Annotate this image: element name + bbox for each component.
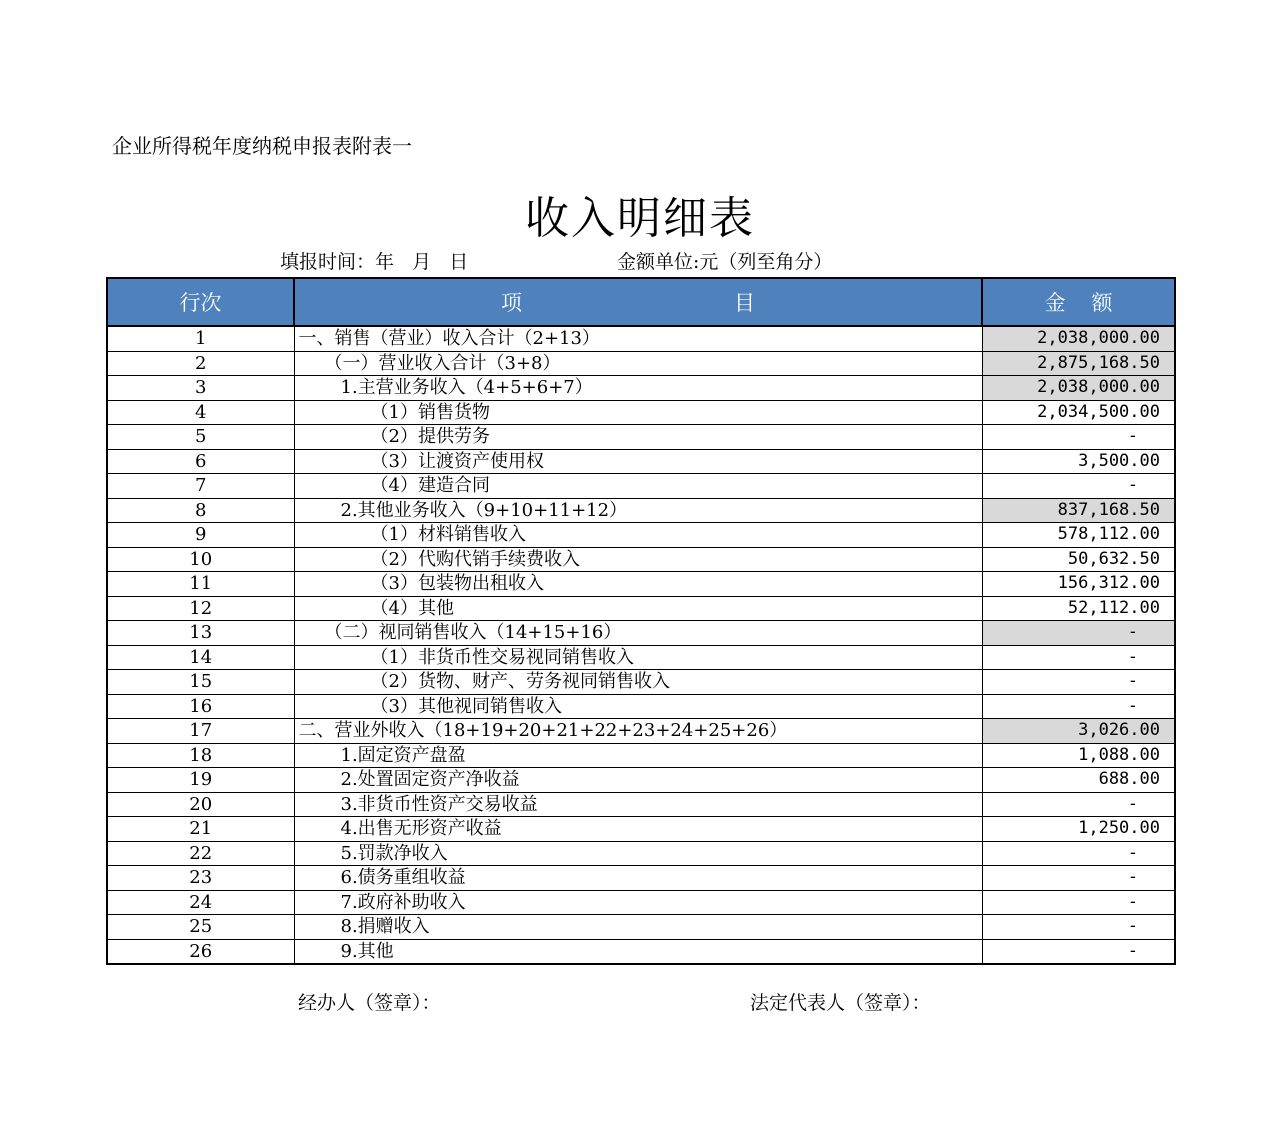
header-item-right: 目 [734, 291, 755, 315]
table-row [107, 939, 1175, 964]
header-amount-label: 金额 [1044, 291, 1139, 315]
table-row [107, 866, 1175, 891]
row-number-cell: 24 [107, 890, 294, 915]
item-name-cell: 2.其他业务收入（9+10+11+12） [294, 498, 982, 523]
item-name-cell: 7.政府补助收入 [294, 890, 982, 915]
amount-cell: 50,632.50 [982, 547, 1175, 572]
row-number-cell: 16 [107, 694, 294, 719]
amount-cell: 2,034,500.00 [982, 400, 1175, 425]
row-number-cell: 15 [107, 670, 294, 695]
item-name-cell: 1.固定资产盘盈 [294, 743, 982, 768]
item-name-cell: 3.非货币性资产交易收益 [294, 792, 982, 817]
table-row [107, 670, 1175, 695]
row-number-cell: 5 [107, 425, 294, 450]
table-row [107, 523, 1175, 548]
header-item [294, 278, 982, 326]
table-row [107, 376, 1175, 401]
amount-cell: 156,312.00 [982, 572, 1175, 597]
row-number-cell: 17 [107, 719, 294, 744]
amount-cell: - [982, 866, 1175, 891]
table-row [107, 743, 1175, 768]
table-row [107, 768, 1175, 793]
item-name-cell: 2.处置固定资产净收益 [294, 768, 982, 793]
row-number-cell: 4 [107, 400, 294, 425]
item-name-cell: 一、销售（营业）收入合计（2+13） [294, 326, 982, 351]
income-detail-table [106, 277, 1176, 965]
amount-cell: - [982, 915, 1175, 940]
table-row [107, 326, 1175, 351]
amount-cell: - [982, 939, 1175, 964]
amount-cell: 52,112.00 [982, 596, 1175, 621]
row-number-cell: 21 [107, 817, 294, 842]
amount-cell: - [982, 841, 1175, 866]
item-name-cell: （2）代购代销手续费收入 [294, 547, 982, 572]
table-row [107, 915, 1175, 940]
row-number-cell: 23 [107, 866, 294, 891]
row-number-cell: 26 [107, 939, 294, 964]
amount-cell: - [982, 670, 1175, 695]
row-number-cell: 8 [107, 498, 294, 523]
item-name-cell: （3）包装物出租收入 [294, 572, 982, 597]
amount-cell: 2,038,000.00 [982, 376, 1175, 401]
row-number-cell: 25 [107, 915, 294, 940]
amount-cell: - [982, 890, 1175, 915]
row-number-cell: 1 [107, 326, 294, 351]
table-row [107, 792, 1175, 817]
form-subtitle: 企业所得税年度纳税申报表附表一 [112, 134, 412, 158]
row-number-cell: 12 [107, 596, 294, 621]
fill-time-label: 填报时间：年 月 日 [280, 251, 469, 273]
row-number-cell: 3 [107, 376, 294, 401]
amount-cell: 688.00 [982, 768, 1175, 793]
amount-cell: - [982, 645, 1175, 670]
amount-cell: - [982, 694, 1175, 719]
item-name-cell: 5.罚款净收入 [294, 841, 982, 866]
amount-cell: 1,250.00 [982, 817, 1175, 842]
item-name-cell: （1）非货币性交易视同销售收入 [294, 645, 982, 670]
amount-cell: 2,038,000.00 [982, 326, 1175, 351]
table-row [107, 425, 1175, 450]
legal-rep-signature-label: 法定代表人（签章）： [750, 992, 931, 1014]
item-name-cell: （1）材料销售收入 [294, 523, 982, 548]
item-name-cell: （2）提供劳务 [294, 425, 982, 450]
item-name-cell: （3）其他视同销售收入 [294, 694, 982, 719]
amount-cell: - [982, 474, 1175, 499]
table-row [107, 449, 1175, 474]
table-row [107, 498, 1175, 523]
row-number-cell: 14 [107, 645, 294, 670]
amount-cell: 837,168.50 [982, 498, 1175, 523]
row-number-cell: 13 [107, 621, 294, 646]
item-name-cell: （二）视同销售收入（14+15+16） [294, 621, 982, 646]
row-number-cell: 2 [107, 351, 294, 376]
row-number-cell: 7 [107, 474, 294, 499]
amount-cell: - [982, 792, 1175, 817]
amount-cell: - [982, 425, 1175, 450]
table-row [107, 694, 1175, 719]
item-name-cell: （4）建造合同 [294, 474, 982, 499]
item-name-cell: （1）销售货物 [294, 400, 982, 425]
table-row [107, 351, 1175, 376]
table-row [107, 400, 1175, 425]
item-name-cell: 4.出售无形资产收益 [294, 817, 982, 842]
table-row [107, 890, 1175, 915]
row-number-cell: 11 [107, 572, 294, 597]
row-number-cell: 9 [107, 523, 294, 548]
item-name-cell: （2）货物、财产、劳务视同销售收入 [294, 670, 982, 695]
row-number-cell: 19 [107, 768, 294, 793]
item-name-cell: 8.捐赠收入 [294, 915, 982, 940]
table-row [107, 817, 1175, 842]
amount-cell: 1,088.00 [982, 743, 1175, 768]
amount-cell: 3,500.00 [982, 449, 1175, 474]
table-row [107, 645, 1175, 670]
row-number-cell: 18 [107, 743, 294, 768]
row-number-cell: 10 [107, 547, 294, 572]
item-name-cell: （4）其他 [294, 596, 982, 621]
item-name-cell: （一）营业收入合计（3+8） [294, 351, 982, 376]
amount-cell: 2,875,168.50 [982, 351, 1175, 376]
handler-signature-label: 经办人（签章）： [298, 992, 441, 1014]
header-amount [982, 278, 1175, 326]
table-row [107, 547, 1175, 572]
amount-unit-label: 金额单位:元（列至角分） [617, 251, 833, 273]
table-row [107, 621, 1175, 646]
amount-cell: 578,112.00 [982, 523, 1175, 548]
header-item-left: 项 [501, 291, 522, 315]
item-name-cell: 6.债务重组收益 [294, 866, 982, 891]
amount-cell: 3,026.00 [982, 719, 1175, 744]
table-header-row [107, 278, 1175, 326]
table-body [107, 326, 1175, 964]
table-row [107, 474, 1175, 499]
row-number-cell: 22 [107, 841, 294, 866]
item-name-cell: （3）让渡资产使用权 [294, 449, 982, 474]
table-row [107, 596, 1175, 621]
item-name-cell: 二、营业外收入（18+19+20+21+22+23+24+25+26） [294, 719, 982, 744]
page-title: 收入明细表 [525, 193, 755, 244]
row-number-cell: 20 [107, 792, 294, 817]
row-number-cell: 6 [107, 449, 294, 474]
table-row [107, 572, 1175, 597]
header-row-no: 行次 [107, 278, 294, 326]
item-name-cell: 9.其他 [294, 939, 982, 964]
table-row [107, 719, 1175, 744]
amount-cell: - [982, 621, 1175, 646]
item-name-cell: 1.主营业务收入（4+5+6+7） [294, 376, 982, 401]
table-row [107, 841, 1175, 866]
